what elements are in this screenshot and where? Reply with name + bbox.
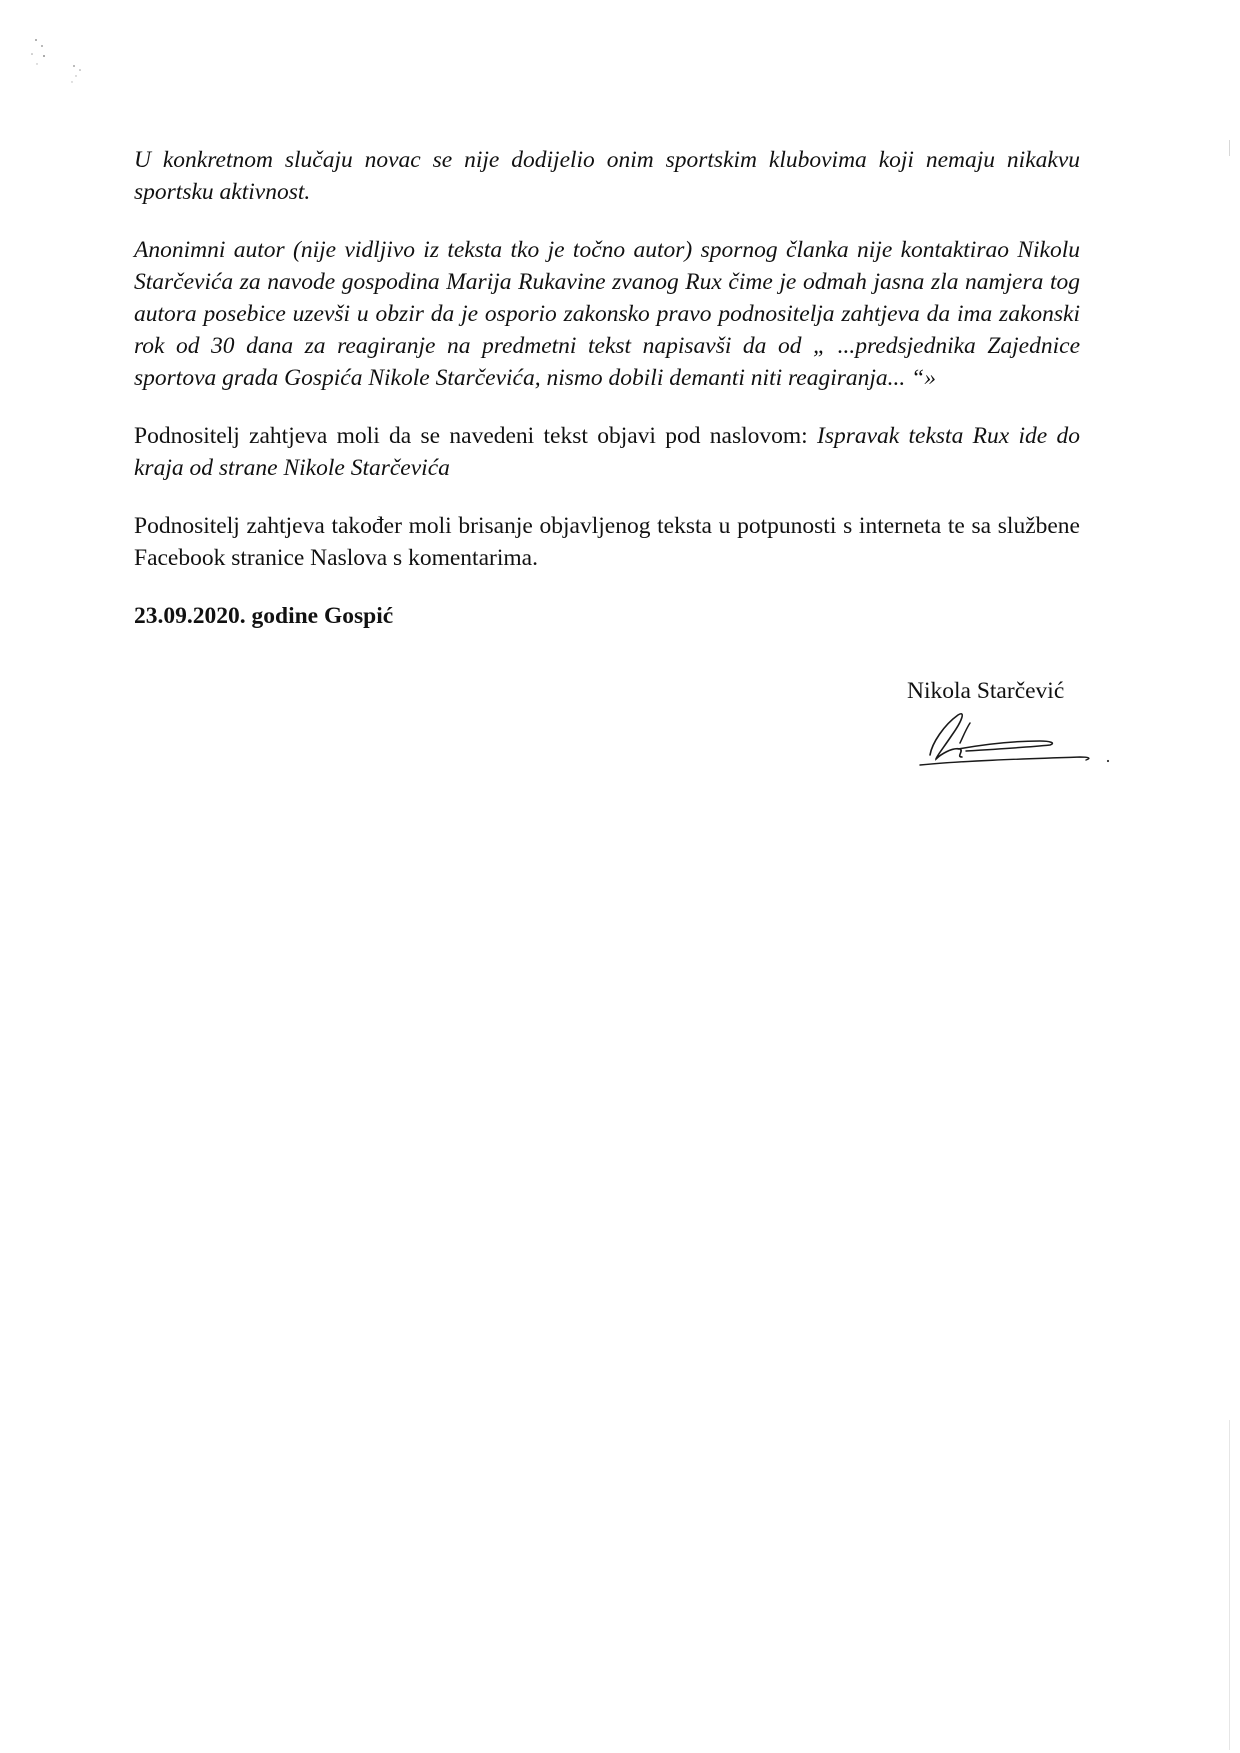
paragraph-funding-note: U konkretnom slučaju novac se nije dodijelio onim sportskim klubovima koji nemaju nikakvu sportsku aktivnost. (134, 147, 1080, 205)
paragraph-publication-request (134, 420, 1080, 484)
publication-request-text: Podnositelj zahtjeva moli da se navedeni tekst objavi pod naslovom: (134, 423, 817, 449)
paragraph-anonymous-author: Anonimni autor (nije vidljivo iz teksta tko je točno autor) spornog članka nije kontaktirao Nikolu Starčevića za navode gospodina Marija Rukavine zvanog Rux čime je odmah jasna zla namjera tog autora posebice uzevši u obzir da je osporio zakonsko pravo podnositelja zahtjeva da ima zakonski rok od 30 dana za reagiranje na predmetni tekst napisavši da od „ ...predsjednika Zajednice sportova grada Gospića Nikole Starčevića, nismo dobili demanti niti reagiranja... “» (134, 237, 1080, 391)
paragraph-deletion-request: Podnositelj zahtjeva također moli brisanje objavljenog teksta u potpunosti s interneta te sa službene Facebook stranice Naslova s komentarima. (134, 513, 1080, 571)
scan-edge-mark-top (1229, 140, 1230, 156)
signature-block (900, 675, 1130, 775)
scan-specks (28, 36, 98, 96)
requested-headline: Ispravak teksta Rux ide do kraja od strane Nikole Starčevića (134, 423, 1080, 481)
handwritten-signature (900, 695, 1130, 775)
signer-name: Nikola Starčević (907, 678, 1065, 704)
date-place-line: 23.09.2020. godine Gospić (134, 603, 394, 629)
letter-body (134, 144, 1080, 632)
scan-edge-mark-bottom (1229, 1420, 1230, 1750)
